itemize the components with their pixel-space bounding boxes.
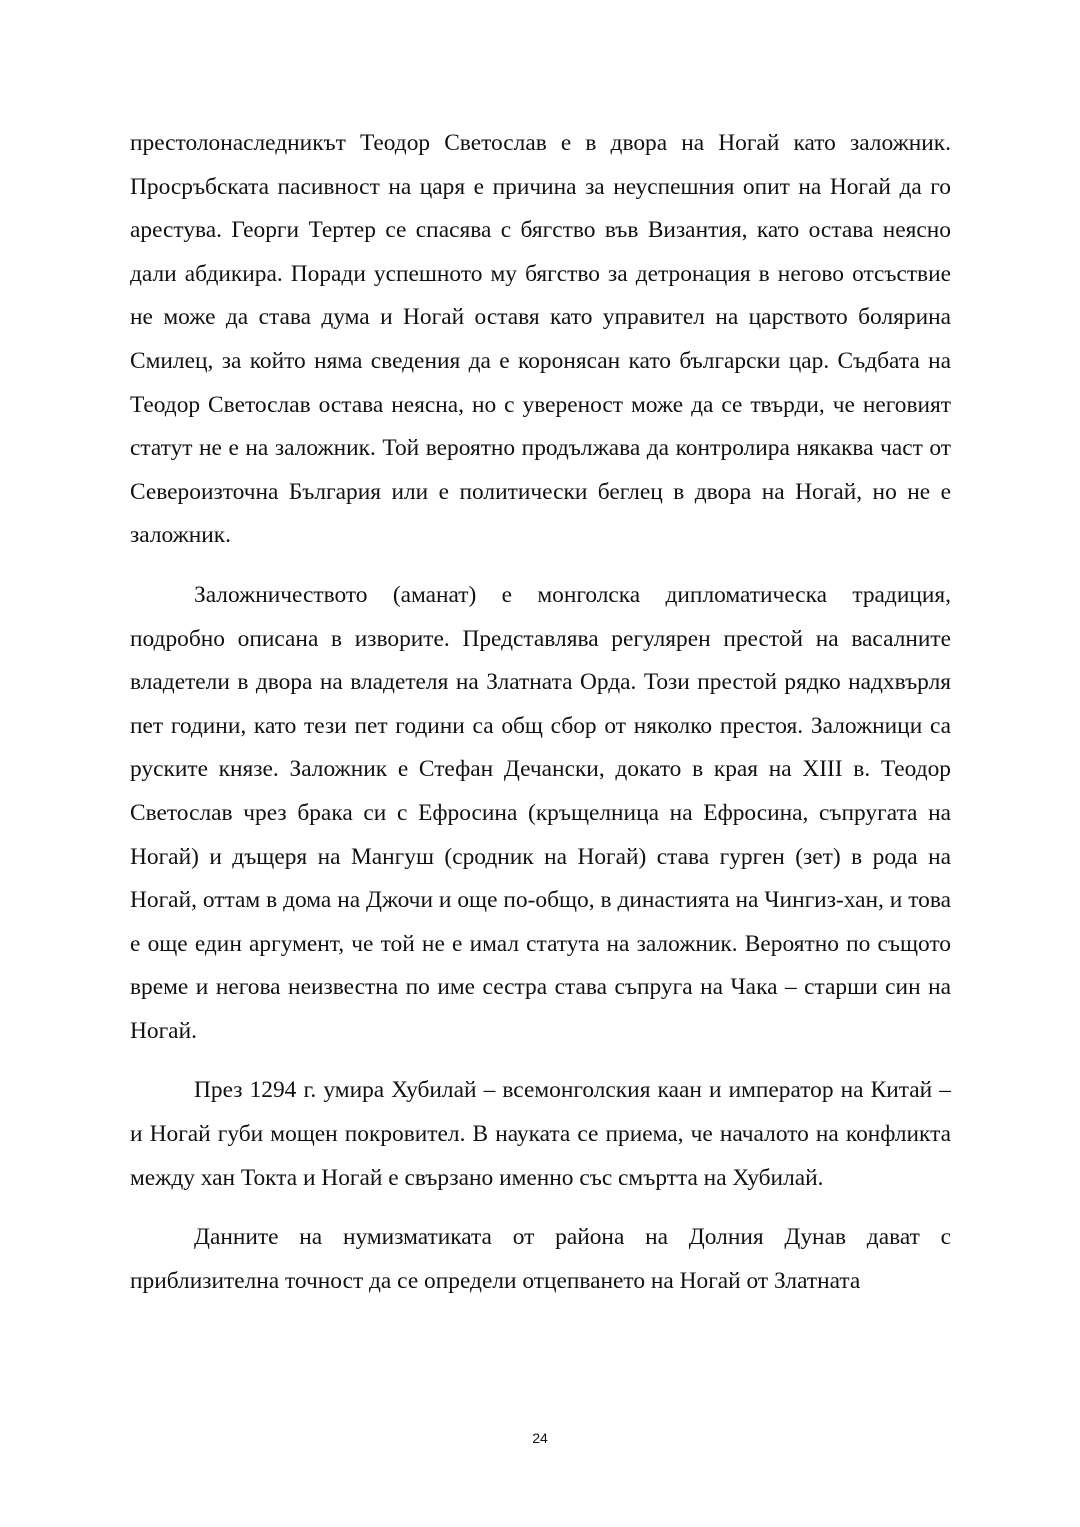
paragraph-2: Заложничеството (аманат) е монголска дипломатическа традиция, подробно описана в изворите. Представлява регулярен престой на васалните владетели в двора на владетеля на Златната Орда. Този престой рядко надхвърля пет години, като тези пет години са общ сбор от няколко престоя. Заложници са руските князе. Заложник е Стефан Дечански, докато в края на XIII в. Теодор Светослав чрез брака си с Ефросина (кръщелница на Ефросина, съпругата на Ногай) и дъщеря на Мангуш (сродник на Ногай) става гурген (зет) в рода на Ногай, оттам в дома на Джочи и още по-общо, в династията на Чингиз-хан, и това е още един аргумент, че той не е имал статута на заложник. Вероятно по същото време и негова неизвестна по име сестра става съпруга на Чака – старши син на Ногай.: [130, 581, 951, 1044]
paragraph-spacing: [130, 558, 951, 574]
page-body: [130, 122, 951, 1303]
paragraph-4: Данните на нумизматиката от района на Долния Дунав дават с приблизителна точност да се определи отцепването на Ногай от Златната: [130, 1224, 951, 1294]
paragraph-spacing: [130, 1053, 951, 1069]
page-number: 24: [532, 1430, 548, 1446]
paragraph-1: престолонаследникът Теодор Светослав е в двора на Ногай като заложник. Просръбската пасивност на царя е причина за неуспешния опит на Ногай да го арестува. Георги Тертер се спасява с бягство във Византия, като остава неясно дали абдикира. Поради успешното му бягство за детронация в негово отсъствие не може да става дума и Ногай оставя като управител на царството болярина Смилец, за който няма сведения да е коронясан като български цар. Съдбата на Теодор Светослав остава неясна, но с увереност може да се твърди, че неговият статут не е на заложник. Той вероятно продължава да контролира някаква част от Североизточна България или е политически беглец в двора на Ногай, но не е заложник.: [130, 130, 951, 549]
paragraph-3: През 1294 г. умира Хубилай – всемонголския каан и император на Китай – и Ногай губи мощен покровител. В науката се приема, че началото на конфликта между хан Токта и Ногай е свързано именно със смъртта на Хубилай.: [130, 1077, 951, 1191]
paragraph-spacing: [130, 1200, 951, 1216]
